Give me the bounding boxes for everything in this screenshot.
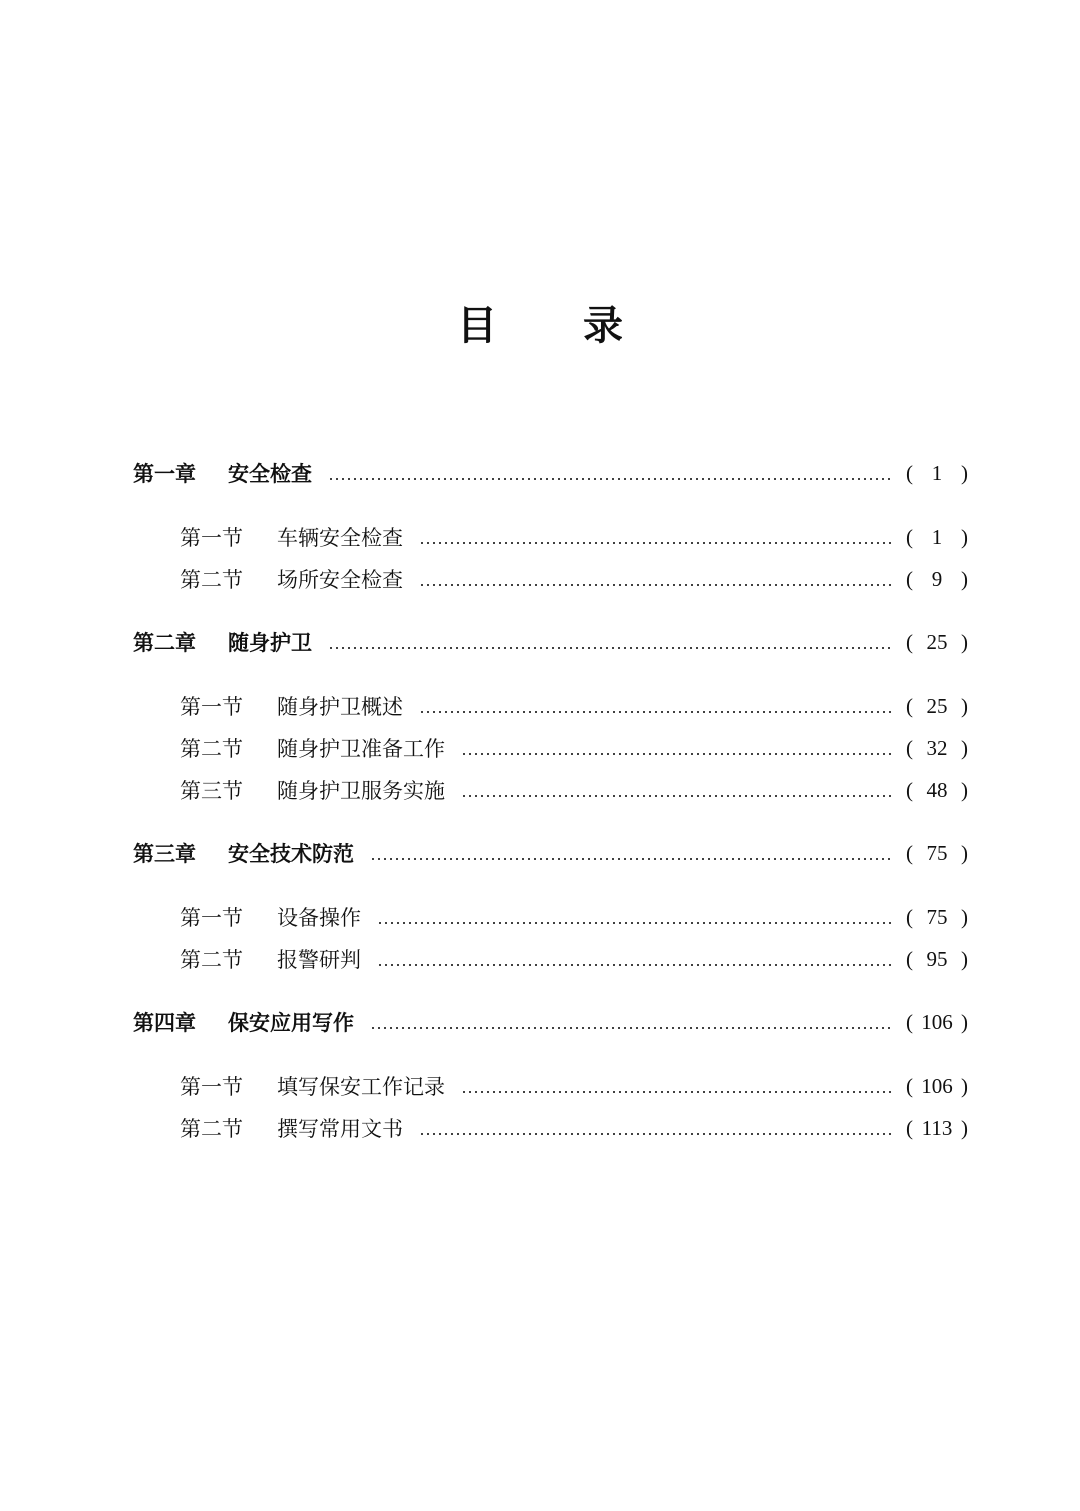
- toc-title-char: 录: [583, 302, 623, 349]
- entry-label: 第一节: [180, 526, 243, 550]
- entry-name: 安全技术防范: [228, 841, 354, 866]
- entry-page-number: 106: [921, 1009, 953, 1034]
- entry-page: ( 75 ): [906, 840, 968, 865]
- entry-page-number: 9: [931, 566, 943, 591]
- entry-label: 第一节: [180, 1075, 243, 1099]
- entry-name: 随身护卫: [228, 630, 312, 655]
- toc-entry[interactable]: [180, 689, 968, 723]
- entry-page-number: 1: [931, 524, 943, 549]
- dot-leader: [377, 922, 892, 924]
- dot-leader: [328, 478, 892, 480]
- toc-entry[interactable]: [180, 900, 968, 934]
- entry-page-number: 113: [921, 1115, 953, 1140]
- toc-entry[interactable]: [180, 520, 968, 554]
- entry-page: ( 25 ): [906, 693, 968, 718]
- entry-page: ( 9 ): [906, 566, 968, 591]
- entry-page-number: 25: [926, 693, 948, 718]
- entry-name: 车辆安全检查: [277, 526, 403, 550]
- entry-label: 第二节: [180, 737, 243, 761]
- entry-page: ( 95 ): [906, 946, 968, 971]
- toc-entry[interactable]: [180, 773, 968, 807]
- dot-leader: [370, 858, 892, 860]
- toc-entry[interactable]: [133, 836, 968, 870]
- entry-page: ( 48 ): [906, 777, 968, 802]
- entry-name: 随身护卫概述: [277, 695, 403, 719]
- entry-page-number: 95: [926, 946, 948, 971]
- entry-page-number: 1: [931, 460, 943, 485]
- dot-leader: [328, 647, 892, 649]
- entry-name: 随身护卫服务实施: [277, 779, 445, 803]
- entry-page: ( 106 ): [906, 1073, 968, 1098]
- entry-page: ( 1 ): [906, 460, 968, 485]
- dot-leader: [461, 1091, 892, 1093]
- toc-entry[interactable]: [180, 1111, 968, 1145]
- entry-page-number: 25: [926, 629, 948, 654]
- entry-name: 撰写常用文书: [277, 1117, 403, 1141]
- dot-leader: [370, 1027, 892, 1029]
- entry-label: 第二节: [180, 1117, 243, 1141]
- toc-entry[interactable]: [180, 942, 968, 976]
- entry-page-number: 75: [926, 840, 948, 865]
- entry-page: ( 75 ): [906, 904, 968, 929]
- entry-label: 第一节: [180, 695, 243, 719]
- entry-page-number: 32: [926, 735, 948, 760]
- toc-title-char: 目: [457, 302, 497, 349]
- entry-label: 第三章: [133, 841, 196, 866]
- toc-entry[interactable]: [180, 562, 968, 596]
- toc-entry[interactable]: [180, 1069, 968, 1103]
- entry-page-number: 48: [926, 777, 948, 802]
- entry-page: ( 113 ): [906, 1115, 968, 1140]
- toc-entry[interactable]: [133, 1005, 968, 1039]
- toc-entry[interactable]: [133, 456, 968, 490]
- dot-leader: [461, 795, 892, 797]
- entry-name: 安全检查: [228, 461, 312, 486]
- entry-page: ( 1 ): [906, 524, 968, 549]
- entry-name: 随身护卫准备工作: [277, 737, 445, 761]
- dot-leader: [419, 1133, 892, 1135]
- dot-leader: [419, 542, 892, 544]
- entry-page: ( 106 ): [906, 1009, 968, 1034]
- dot-leader: [377, 964, 892, 966]
- entry-page-number: 106: [921, 1073, 953, 1098]
- entry-name: 报警研判: [277, 948, 361, 972]
- entry-name: 设备操作: [277, 906, 361, 930]
- entry-label: 第二节: [180, 948, 243, 972]
- entry-page-number: 75: [926, 904, 948, 929]
- entry-name: 填写保安工作记录: [277, 1075, 445, 1099]
- entry-label: 第三节: [180, 779, 243, 803]
- entry-label: 第一节: [180, 906, 243, 930]
- dot-leader: [461, 753, 892, 755]
- entry-label: 第一章: [133, 461, 196, 486]
- entry-name: 保安应用写作: [228, 1010, 354, 1035]
- entry-label: 第二章: [133, 630, 196, 655]
- dot-leader: [419, 584, 892, 586]
- entry-page: ( 25 ): [906, 629, 968, 654]
- toc-entry[interactable]: [180, 731, 968, 765]
- entry-label: 第四章: [133, 1010, 196, 1035]
- dot-leader: [419, 711, 892, 713]
- entry-name: 场所安全检查: [277, 568, 403, 592]
- toc-entry[interactable]: [133, 625, 968, 659]
- entry-page: ( 32 ): [906, 735, 968, 760]
- entry-label: 第二节: [180, 568, 243, 592]
